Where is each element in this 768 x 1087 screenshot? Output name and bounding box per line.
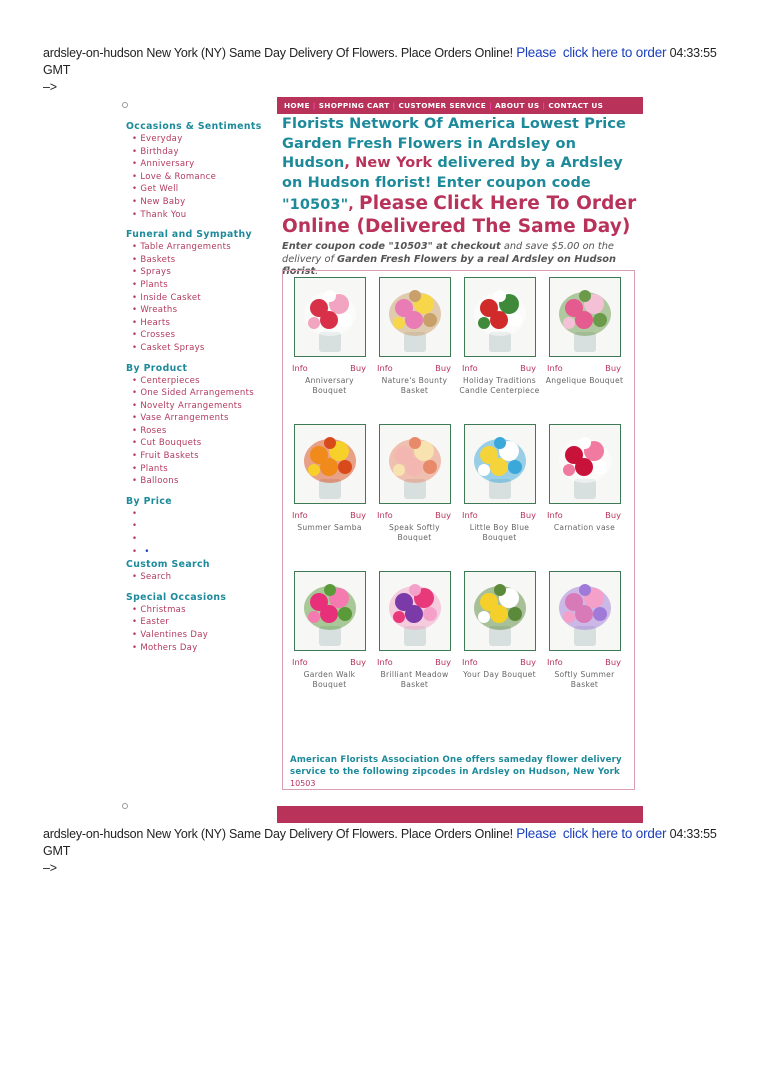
sidebar-price-item[interactable] (132, 533, 276, 546)
main-content (282, 115, 642, 279)
product-image[interactable] (549, 424, 621, 504)
sidebar-price-item[interactable] (132, 546, 276, 559)
nav-separator: | (542, 101, 546, 110)
product-name: Speak Softly Bouquet (389, 523, 440, 542)
product-info-link[interactable]: Info (547, 657, 563, 667)
headline-comma2: , (348, 197, 354, 213)
product-info-link[interactable]: Info (547, 363, 563, 373)
headline-comma: , (344, 155, 350, 171)
product-card (287, 571, 372, 690)
product-buy-link[interactable]: Buy (520, 657, 536, 667)
product-buy-link[interactable]: Buy (520, 363, 536, 373)
headline-part3: delivered by a Ardsley on Hudson florist! Enter coupon code "10503" (282, 155, 623, 213)
product-info-link[interactable]: Info (292, 657, 308, 667)
hollow-bullet-icon (122, 803, 128, 809)
page-header-line (43, 44, 733, 96)
sidebar-heading: Custom Search (126, 559, 210, 571)
sidebar-heading: Occasions & Sentiments (126, 121, 262, 132)
product-info-link[interactable]: Info (377, 510, 393, 520)
sidebar-item-baskets[interactable]: • Baskets (132, 254, 276, 267)
flower-arrangement-icon (380, 278, 450, 356)
product-image[interactable] (464, 571, 536, 651)
zipcode-link[interactable]: 10503 (290, 779, 316, 788)
sidebar-heading: Funeral and Sympathy (126, 229, 252, 241)
headline-state: New York (355, 155, 433, 171)
sidebar-item-love-romance[interactable]: • Love & Romance (132, 171, 276, 184)
product-card (372, 571, 457, 690)
product-image[interactable] (294, 571, 366, 651)
nav-separator: | (392, 101, 396, 110)
product-info-link[interactable]: Info (547, 510, 563, 520)
sidebar-item-balloons[interactable]: • Balloons (132, 475, 276, 488)
product-name: Summer Samba (297, 523, 362, 532)
sidebar-item-roses[interactable]: • Roses (132, 425, 276, 438)
nav-customer-service[interactable]: CUSTOMER SERVICE (398, 101, 486, 110)
product-card (457, 571, 542, 680)
product-name: Softly Summer Basket (554, 670, 615, 689)
product-info-link[interactable]: Info (462, 657, 478, 667)
product-image[interactable] (379, 571, 451, 651)
product-buy-link[interactable]: Buy (605, 510, 621, 520)
product-card (542, 424, 627, 533)
header-text: ardsley-on-hudson New York (NY) Same Day Delivery Of Flowers. Place Orders Online! (43, 46, 513, 60)
product-grid-box (282, 270, 635, 790)
product-buy-link[interactable]: Buy (350, 657, 366, 667)
sidebar-heading: By Price (126, 495, 172, 507)
product-card (457, 277, 542, 396)
flower-arrangement-icon (295, 425, 365, 503)
product-image[interactable] (464, 277, 536, 357)
product-name: Holiday Traditions Candle Centerpiece (459, 376, 540, 395)
click-here-to-order-link[interactable]: click here to order (562, 45, 667, 60)
product-buy-link[interactable]: Buy (435, 363, 451, 373)
product-image[interactable] (294, 277, 366, 357)
sidebar-item-christmas[interactable]: • Christmas (132, 604, 276, 617)
sidebar-section-custom-search (126, 558, 276, 584)
intro-coupon: Enter coupon code "10503" at checkout (282, 241, 501, 252)
top-navigation-bar (277, 97, 643, 114)
sidebar-item-table-arrangements[interactable]: • Table Arrangements (132, 241, 276, 254)
nav-separator: | (488, 101, 492, 110)
footer-time: 04:33:55 GMT (43, 827, 717, 858)
flower-arrangement-icon (550, 425, 620, 503)
sidebar-item-everyday[interactable]: • Everyday (132, 133, 276, 146)
sidebar-item-vase-arrangements[interactable]: • Vase Arrangements (132, 412, 276, 425)
sidebar-price-item[interactable] (132, 520, 276, 533)
product-image[interactable] (379, 424, 451, 504)
nav-about-us[interactable]: ABOUT US (494, 101, 540, 110)
bottom-bar (277, 806, 643, 823)
sidebar-item-crosses[interactable]: • Crosses (132, 329, 276, 342)
product-info-link[interactable]: Info (462, 510, 478, 520)
flower-arrangement-icon (550, 572, 620, 650)
flower-arrangement-icon (465, 278, 535, 356)
headline-part1: Florists Network Of America Lowest Price Garden Fresh Flowers in Ardsley on Hudson (282, 116, 626, 171)
sidebar-item-easter[interactable]: • Easter (132, 616, 276, 629)
product-name: Garden Walk Bouquet (303, 670, 356, 689)
product-name: Brilliant Meadow Basket (380, 670, 449, 689)
sidebar-price-item[interactable] (132, 508, 276, 521)
sidebar-heading: Special Occasions (126, 591, 227, 603)
product-buy-link[interactable]: Buy (605, 363, 621, 373)
product-card (287, 424, 372, 533)
product-card (457, 424, 542, 543)
headline-please-link[interactable]: Please (359, 193, 429, 214)
sidebar-item-plants[interactable]: • Plants (132, 279, 276, 292)
product-card (542, 571, 627, 690)
product-image[interactable] (379, 277, 451, 357)
product-buy-link[interactable]: Buy (605, 657, 621, 667)
product-name: Nature's Bounty Basket (381, 376, 448, 395)
product-image[interactable] (549, 571, 621, 651)
nav-shopping-cart[interactable]: SHOPPING CART (318, 101, 390, 110)
nav-home[interactable]: HOME (284, 101, 310, 110)
product-buy-link[interactable]: Buy (350, 510, 366, 520)
flower-arrangement-icon (295, 278, 365, 356)
sidebar-item-fruit-baskets[interactable]: • Fruit Baskets (132, 450, 276, 463)
intro-save: and save $5.00 on the delivery of (282, 241, 614, 265)
flower-arrangement-icon (295, 572, 365, 650)
sidebar-item-plants-product[interactable]: • Plants (132, 463, 276, 476)
product-card (372, 277, 457, 396)
header-time: 04:33:55 GMT (43, 46, 717, 77)
sidebar-item-one-sided-arrangements[interactable]: • One Sided Arrangements (132, 387, 276, 400)
product-image[interactable] (464, 424, 536, 504)
headline-order-link[interactable]: Click Here To Order Online (Delivered The Same Day) (282, 193, 637, 237)
flower-arrangement-icon (465, 572, 535, 650)
sidebar-item-casket-sprays[interactable]: • Casket Sprays (132, 342, 276, 355)
product-buy-link[interactable]: Buy (435, 510, 451, 520)
please-link[interactable]: Please (516, 45, 557, 60)
header-arrow: –> (43, 80, 57, 94)
delivery-info-text: American Florists Association One offers sameday flower delivery service to the following zipcodes in Ardsley on Hudson, New York (290, 755, 622, 777)
intro-end: . (315, 266, 319, 277)
product-name: Anniversary Bouquet (305, 376, 354, 395)
sidebar-item-valentines-day[interactable]: • Valentines Day (132, 629, 276, 642)
sidebar-section-funeral (126, 228, 276, 354)
product-info-link[interactable]: Info (462, 363, 478, 373)
intro-garden: Garden Fresh Flowers by a real Ardsley on Hudson florist (282, 253, 616, 277)
sidebar-item-hearts[interactable]: • Hearts (132, 317, 276, 330)
product-name: Your Day Bouquet (463, 670, 536, 679)
product-info-link[interactable]: Info (292, 510, 308, 520)
please-link[interactable]: Please (516, 826, 557, 841)
sidebar-item-cut-bouquets[interactable]: • Cut Bouquets (132, 437, 276, 450)
product-image[interactable] (294, 424, 366, 504)
page-headline (282, 115, 642, 238)
product-name: Carnation vase (553, 523, 616, 532)
product-buy-link[interactable]: Buy (350, 363, 366, 373)
product-buy-link[interactable]: Buy (520, 510, 536, 520)
product-name: Little Boy Blue Bouquet (469, 523, 530, 542)
footer-header-text: ardsley-on-hudson New York (NY) Same Day Delivery Of Flowers. Place Orders Online! (43, 827, 513, 841)
sidebar-item-birthday[interactable]: • Birthday (132, 146, 276, 159)
sidebar-item-anniversary[interactable]: • Anniversary (132, 158, 276, 171)
product-name: Angelique Bouquet (545, 376, 624, 385)
nav-contact-us[interactable]: CONTACT US (548, 101, 604, 110)
product-info-link[interactable]: Info (377, 363, 393, 373)
flower-arrangement-icon (380, 425, 450, 503)
sidebar-item-wreaths[interactable]: • Wreaths (132, 304, 276, 317)
sidebar-item-thank-you[interactable]: • Thank You (132, 209, 276, 222)
sidebar (126, 120, 276, 661)
dot-icon: • (144, 546, 150, 557)
sidebar-item-sprays[interactable]: • Sprays (132, 266, 276, 279)
nav-separator: | (312, 101, 316, 110)
sidebar-item-novelty-arrangements[interactable]: • Novelty Arrangements (132, 400, 276, 413)
flower-arrangement-icon (380, 572, 450, 650)
sidebar-section-occasions (126, 120, 276, 221)
page-footer-line (43, 825, 733, 877)
sidebar-item-search[interactable]: • Search (132, 571, 276, 584)
product-image[interactable] (549, 277, 621, 357)
product-buy-link[interactable]: Buy (435, 657, 451, 667)
click-here-to-order-link[interactable]: click here to order (562, 826, 667, 841)
sidebar-item-get-well[interactable]: • Get Well (132, 183, 276, 196)
hollow-bullet-icon (122, 102, 128, 108)
product-info-link[interactable]: Info (292, 363, 308, 373)
flower-arrangement-icon (550, 278, 620, 356)
sidebar-item-inside-casket[interactable]: • Inside Casket (132, 292, 276, 305)
footer-arrow: –> (43, 861, 57, 875)
sidebar-item-mothers-day[interactable]: • Mothers Day (132, 642, 276, 655)
sidebar-section-by-price (126, 495, 276, 558)
sidebar-heading: By Product (126, 362, 188, 374)
sidebar-item-new-baby[interactable]: • New Baby (132, 196, 276, 209)
sidebar-section-by-product (126, 362, 276, 488)
flower-arrangement-icon (465, 425, 535, 503)
product-card (372, 424, 457, 543)
product-card (287, 277, 372, 396)
product-card (542, 277, 627, 386)
sidebar-item-centerpieces[interactable]: • Centerpieces (132, 375, 276, 388)
product-info-link[interactable]: Info (377, 657, 393, 667)
sidebar-section-special (126, 591, 276, 654)
